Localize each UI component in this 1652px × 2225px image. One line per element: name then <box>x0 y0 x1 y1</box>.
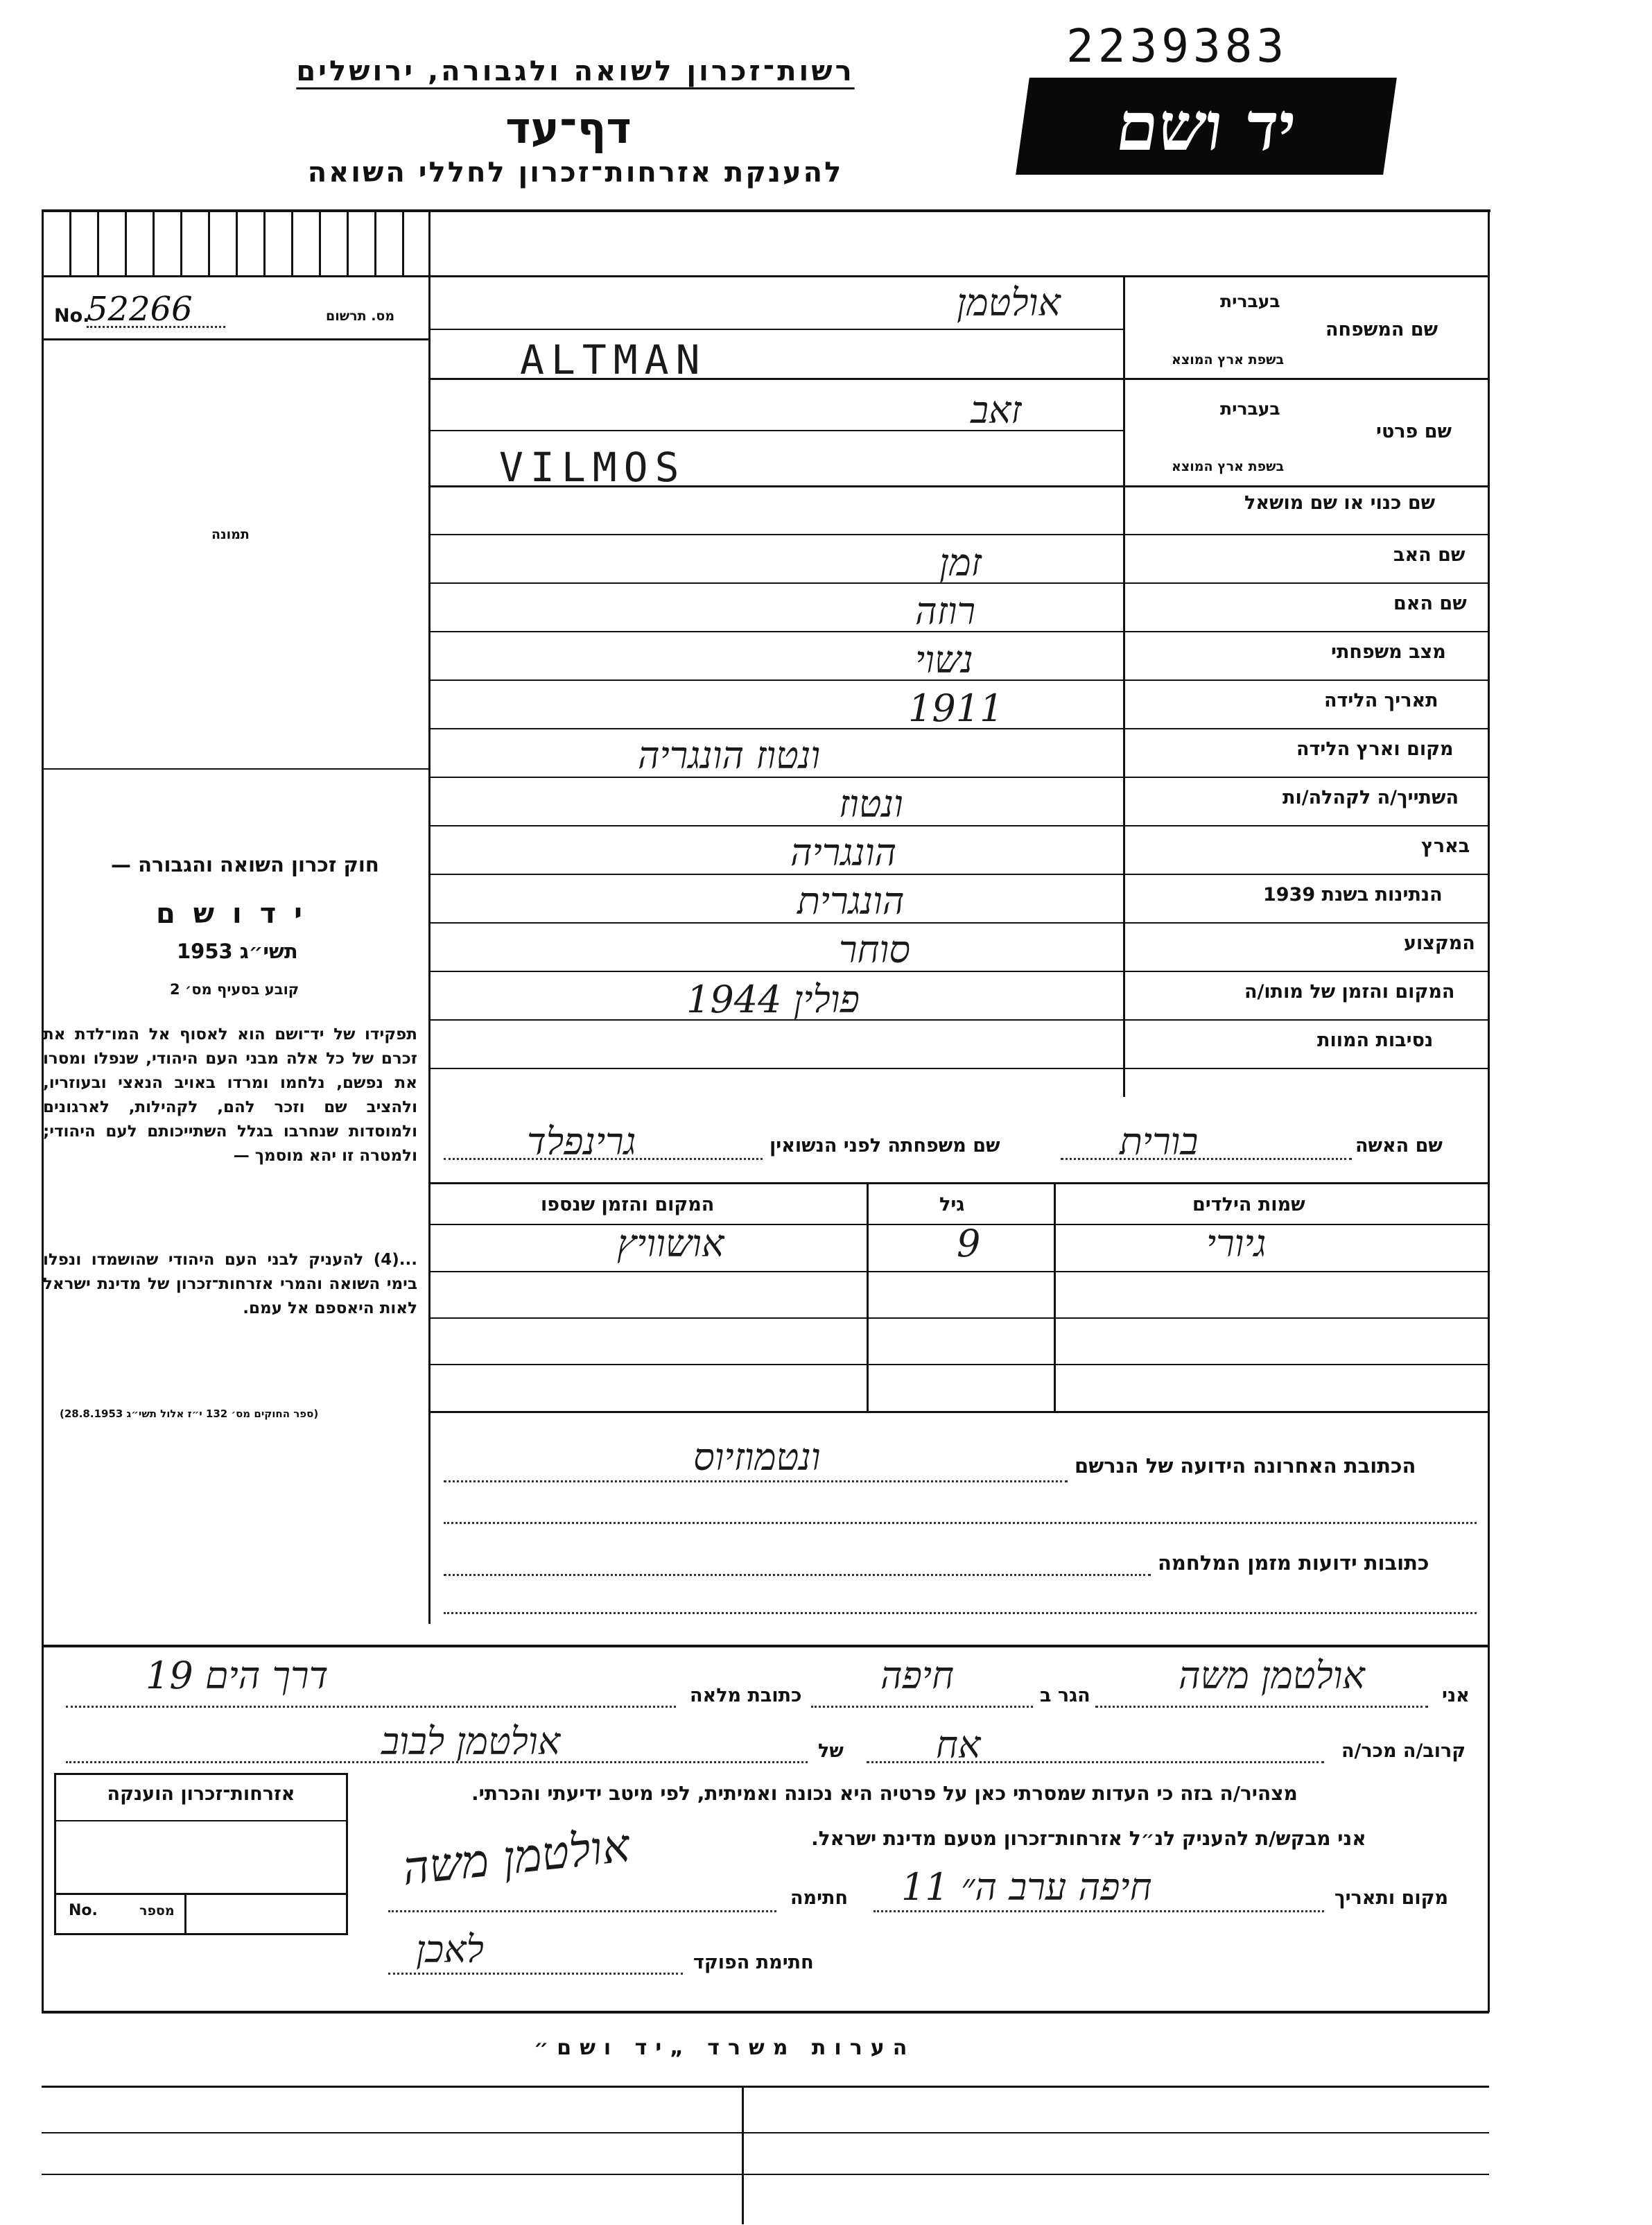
citizenship-number-label: מספר <box>139 1903 175 1919</box>
official-dots <box>388 1973 683 1975</box>
row-line <box>430 534 1489 535</box>
children-col-divider <box>867 1182 869 1411</box>
office-notes-divider <box>42 2086 1489 2088</box>
of-name-dots <box>66 1761 808 1763</box>
children-table-bottom <box>430 1411 1489 1413</box>
declarant-city: חיפה <box>880 1654 955 1697</box>
form-right-border <box>1488 209 1490 2012</box>
statement-2: אני מבקש/ת להעניק לנ״ל אזרחות־זכרון מטעם מדינת ישראל. <box>811 1827 1366 1850</box>
row-line <box>430 1019 1489 1021</box>
law-text-2: ...(4) להעניק לבני העם היהודי שהושמדו ונפלו בימי השואה והמרי אזרחות־זכרון של מדינת ישראל לאות היאספם אל עמם. <box>43 1251 417 1317</box>
law-clause: קובע בסעיף מס׳ 2 <box>170 981 299 998</box>
law-footnote: (ספר החוקים מס׳ 132 י״ז אלול תשי״ג 28.8.1953) <box>60 1408 319 1420</box>
declarant-city-dots <box>811 1706 1033 1708</box>
child-age: 9 <box>957 1222 981 1265</box>
declarant-signature: אולטמן משה <box>399 1819 632 1896</box>
registration-line <box>43 338 428 340</box>
community-label: השתייך/ה לקהלה/ות <box>1283 787 1459 808</box>
tick-divider <box>97 209 99 275</box>
office-notes-row <box>42 2132 1489 2133</box>
citizenship-awarded-box <box>54 1773 348 1935</box>
mother-name-value: רוזה <box>915 589 976 633</box>
signature-label: חתימה <box>790 1887 849 1909</box>
statement-1: מצהיר/ה בזה כי העדות שמסרתי כאן על פרטיה היא נכונה ואמיתית, לפי מיטב ידיעתי והכרתי. <box>471 1782 1298 1805</box>
of-label: של <box>818 1740 844 1762</box>
declarant-name: אולטמן משה <box>1179 1654 1365 1697</box>
family-name-label-top: בעברית <box>1220 291 1280 311</box>
row-line <box>430 777 1489 778</box>
children-header-names: שמות הילדים <box>1192 1194 1305 1215</box>
child-name: גיורי <box>1206 1222 1267 1265</box>
declarant-address-label: כתובת מלאה <box>690 1685 802 1706</box>
nationality-label: הנתינות בשנת 1939 <box>1263 884 1443 906</box>
children-row-line <box>430 1364 1489 1365</box>
birth-place-value: ונטוז הונגריה <box>638 734 821 777</box>
declarant-ani-label: אני <box>1442 1685 1470 1706</box>
citizenship-no-label: No. <box>69 1902 98 1919</box>
father-name-value: זמן <box>939 541 982 585</box>
nationality-value: הונגרית <box>797 879 905 923</box>
official-signature: לאכן <box>416 1928 484 1971</box>
wife-maiden-dots <box>444 1158 763 1160</box>
wife-maiden-label: שם משפחתה לפני הנשואין <box>770 1135 1000 1157</box>
tick-divider <box>319 209 321 275</box>
law-name: י ד ו ש ם <box>156 898 306 930</box>
row-line <box>430 922 1489 924</box>
wife-row-bottom <box>430 1182 1489 1184</box>
form-subtitle: להענקת אזרחות־זכרון לחללי השואה <box>307 157 844 189</box>
profession-label: המקצוע <box>1404 933 1475 954</box>
profession-value: סוחר <box>839 928 911 971</box>
death-place-time-value: פולין 1944 <box>686 978 860 1021</box>
tick-divider <box>208 209 210 275</box>
tick-divider <box>69 209 71 275</box>
tick-divider <box>291 209 293 275</box>
place-date-value: חיפה ערב ה״ 11 <box>901 1865 1152 1909</box>
place-date-dots <box>873 1910 1324 1912</box>
citizenship-box-divider <box>184 1893 186 1933</box>
citizenship-box-title: אזרחות־זכרון הוענקה <box>107 1783 295 1805</box>
family-name-origin-label: בשפת ארץ המוצא <box>1172 352 1285 367</box>
child-place: אושוויץ <box>617 1222 724 1265</box>
children-header-place: המקום והזמן שנספו <box>541 1194 715 1215</box>
row-line <box>430 825 1489 826</box>
war-address-dots <box>444 1574 1151 1576</box>
office-notes-row <box>42 2174 1489 2175</box>
row-line <box>430 971 1489 972</box>
children-row-line <box>430 1271 1489 1272</box>
community-value: ונטוז <box>839 782 903 826</box>
first-name-origin-label: בשפת ארץ המוצא <box>1172 459 1285 474</box>
row-line <box>430 874 1489 875</box>
citizenship-box-divider <box>56 1820 346 1821</box>
office-notes-col-divider <box>742 2086 744 2224</box>
children-col-divider <box>1054 1182 1056 1411</box>
form-title: דף־עד <box>505 103 632 153</box>
wife-dots <box>1061 1158 1352 1160</box>
citizenship-box-divider <box>56 1893 346 1895</box>
first-name-origin: VILMOS <box>499 444 686 491</box>
registration-no-dots <box>87 326 225 328</box>
declarant-gar-label: הגר ב <box>1040 1685 1090 1706</box>
tick-divider <box>402 209 404 275</box>
tick-divider <box>263 209 266 275</box>
first-name-hebrew: זאב <box>971 388 1022 432</box>
first-name-label: שם פרטי <box>1376 421 1452 442</box>
authority-name: רשות־זכרון לשואה ולגבורה, ירושלים <box>296 55 855 87</box>
registration-no-value: 52266 <box>87 290 193 329</box>
death-circumstances-label: נסיבות המוות <box>1317 1030 1434 1051</box>
father-name-label: שם האב <box>1393 544 1466 566</box>
official-signature-label: חתימת הפוקד <box>693 1952 814 1973</box>
war-address-label: כתובות ידועות מזמן המלחמה <box>1158 1551 1429 1575</box>
death-place-time-label: המקום והזמן של מותו/ה <box>1244 981 1455 1003</box>
address-dots-2 <box>444 1522 1477 1524</box>
declarant-address-dots <box>66 1706 676 1708</box>
law-year: תשי״ג 1953 <box>177 940 298 963</box>
tick-divider <box>153 209 155 275</box>
tick-divider <box>236 209 238 275</box>
birth-date-label: תאריך הלידה <box>1324 690 1438 711</box>
first-name-label-top: בעברית <box>1220 399 1280 419</box>
country-label: בארץ <box>1421 836 1470 857</box>
relation-value: אח <box>936 1723 981 1767</box>
tick-divider <box>347 209 349 275</box>
relation-dots <box>867 1761 1324 1763</box>
label-column-divider <box>1123 275 1125 1097</box>
wife-label: שם האשה <box>1355 1135 1443 1157</box>
logo-text: יד ושם <box>1111 87 1301 166</box>
place-date-label: מקום ותאריך <box>1334 1887 1449 1909</box>
photo-box-bottom <box>43 768 428 770</box>
family-name-hebrew: אולטמן <box>957 281 1061 324</box>
wife-maiden-value: גרינפלד <box>527 1120 636 1163</box>
registration-no-label: No. <box>54 305 90 327</box>
country-value: הונגריה <box>790 831 897 874</box>
law-text-1: תפקידו של יד־ושם הוא לאסוף אל המו־לדת את זכרם של כל אלה מבני העם היהודי, שנפלו ומסרו את נפשם, נלחמו ומרדו באויב הנאצי ובעוזריו, ולהציב שם וזכר להם, לקהילות, לארגונים ולמוסדות שנחרבו בגלל השתייכותם לעם היהודי; ולמטרה זו יהא מוסמך — <box>43 1025 417 1165</box>
tick-divider <box>180 209 182 275</box>
photo-label: תמונה <box>211 527 250 542</box>
children-header-age: גיל <box>939 1194 965 1215</box>
family-name-label: שם המשפחה <box>1325 319 1438 340</box>
tick-divider <box>125 209 127 275</box>
registration-label: מס. תרשום <box>326 309 395 324</box>
declarant-top-border <box>42 1645 1489 1647</box>
mother-name-label: שם האם <box>1393 593 1467 614</box>
last-address-dots <box>444 1480 1068 1482</box>
serial-number: 2239383 <box>1066 19 1289 73</box>
office-notes-title: הערות משרד „יד ושם״ <box>534 2036 916 2060</box>
row-line <box>430 329 1123 330</box>
nickname-label: שם כנוי או שם מושאל <box>1244 492 1436 514</box>
form-top-border <box>42 209 1490 212</box>
marital-status-label: מצב משפחתי <box>1331 641 1446 663</box>
of-name: אולטמן לבוב <box>381 1720 561 1763</box>
family-name-origin: ALTMAN <box>520 336 707 383</box>
last-address-value: ונטמוזיוס <box>693 1435 821 1479</box>
declarant-address: דרך הים 19 <box>146 1654 329 1697</box>
war-address-dots-2 <box>444 1612 1477 1614</box>
declarant-name-dots <box>1095 1706 1428 1708</box>
last-address-label: הכתובת האחרונה הידועה של הנרשם <box>1075 1454 1416 1478</box>
birth-date-value: 1911 <box>908 686 1004 730</box>
children-row-line <box>430 1317 1489 1319</box>
office-notes-top <box>42 2011 1489 2014</box>
row-line <box>430 1068 1489 1069</box>
law-title: חוק זכרון השואה והגבורה — <box>111 853 379 876</box>
tick-divider <box>374 209 376 275</box>
tick-row-bottom <box>42 275 1489 277</box>
marital-status-value: נשוי <box>915 638 973 682</box>
signature-dots <box>388 1910 776 1912</box>
wife-value: בורית <box>1120 1120 1199 1163</box>
relation-label: קרוב/ה מכר/ה <box>1341 1740 1466 1762</box>
birth-place-label: מקום וארץ הלידה <box>1296 738 1454 760</box>
yad-vashem-logo <box>1016 78 1397 175</box>
